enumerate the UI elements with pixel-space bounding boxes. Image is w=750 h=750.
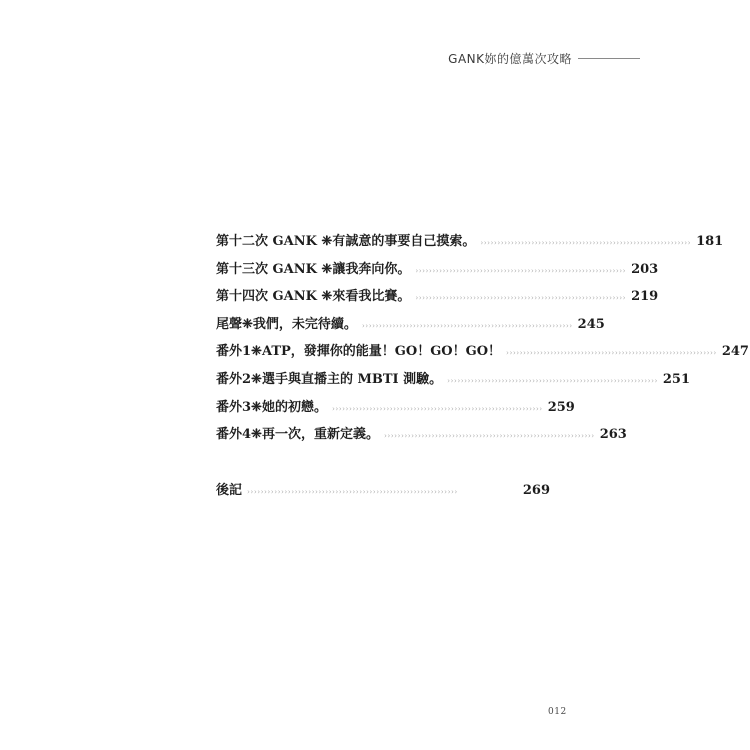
toc-entry [216, 368, 691, 396]
dot-leader: ›››››››››››››››››››››››››››››››››››››››››››››››››››››››››››››› [506, 349, 717, 358]
toc-entry-title: 第十四次 GANK ❈來看我比賽。 [216, 289, 411, 305]
toc-entry-page: 219 [631, 289, 659, 305]
page-number: 012 [548, 707, 567, 717]
dot-leader: ›››››››››››››››››››››››››››››››››››››››››››››››››››››››››››››› [415, 266, 627, 275]
running-title: GANK妳的億萬次攻略 [448, 52, 572, 66]
toc-entry [216, 423, 627, 451]
header-rule [578, 58, 640, 59]
toc-entry-page: 181 [696, 234, 724, 249]
toc-entry-page: 259 [547, 399, 575, 415]
dot-leader: ›››››››››››››››››››››››››››››››››››››››››››››››››››››››››››››› [383, 432, 595, 441]
toc-entry [216, 396, 575, 424]
toc-entry-page: 269 [522, 482, 550, 498]
toc-entry-title: 番外1❈ATP，發揮你的能量！GO！GO！GO！ [216, 344, 502, 360]
dot-leader: ›››››››››››››››››››››››››››››››››››››››››››››››››››››››››››››› [480, 239, 692, 247]
toc-entry-page: 251 [662, 371, 691, 387]
toc-entry-title: 番外3❈她的初戀。 [216, 399, 327, 415]
dot-leader: ›››››››››››››››››››››››››››››››››››››››››››››››››››››››››››››› [331, 404, 543, 413]
dot-leader: ›››››››››››››››››››››››››››››››››››››››››››››››››››››››››››››› [247, 487, 458, 496]
toc-entry [216, 230, 724, 258]
toc-entry-title: 尾聲❈我們，未完待續。 [216, 316, 357, 332]
toc-entry-title: 第十二次 GANK ❈有誠意的事要自己摸索。 [216, 234, 476, 249]
dot-leader: ›››››››››››››››››››››››››››››››››››››››››››››››››››››››››››››› [415, 294, 627, 303]
dot-leader: ›››››››››››››››››››››››››››››››››››››››››››››››››››››››››››››› [361, 321, 573, 330]
toc-entry [216, 285, 659, 313]
toc-entry-page: 203 [631, 261, 659, 277]
section-spacer [216, 451, 550, 479]
toc-entry-page: 247 [721, 344, 749, 360]
toc-entry-title: 第十三次 GANK ❈讓我奔向你。 [216, 261, 411, 277]
toc-entry [216, 340, 749, 368]
running-header [448, 50, 640, 67]
toc-entry [216, 258, 659, 286]
toc-entry-title: 番外4❈再一次，重新定義。 [216, 427, 379, 443]
toc-entry-title: 後記 [216, 482, 243, 498]
toc-entry [216, 313, 605, 341]
toc-entry-page: 245 [577, 316, 605, 332]
table-of-contents [216, 230, 749, 506]
dot-leader: ›››››››››››››››››››››››››››››››››››››››››››››››››››››››››››››› [447, 376, 658, 385]
toc-entry-page: 263 [599, 427, 627, 443]
toc-entry-afterword [216, 479, 550, 507]
toc-entry-title: 番外2❈選手與直播主的 MBTI 測驗。 [216, 371, 443, 387]
